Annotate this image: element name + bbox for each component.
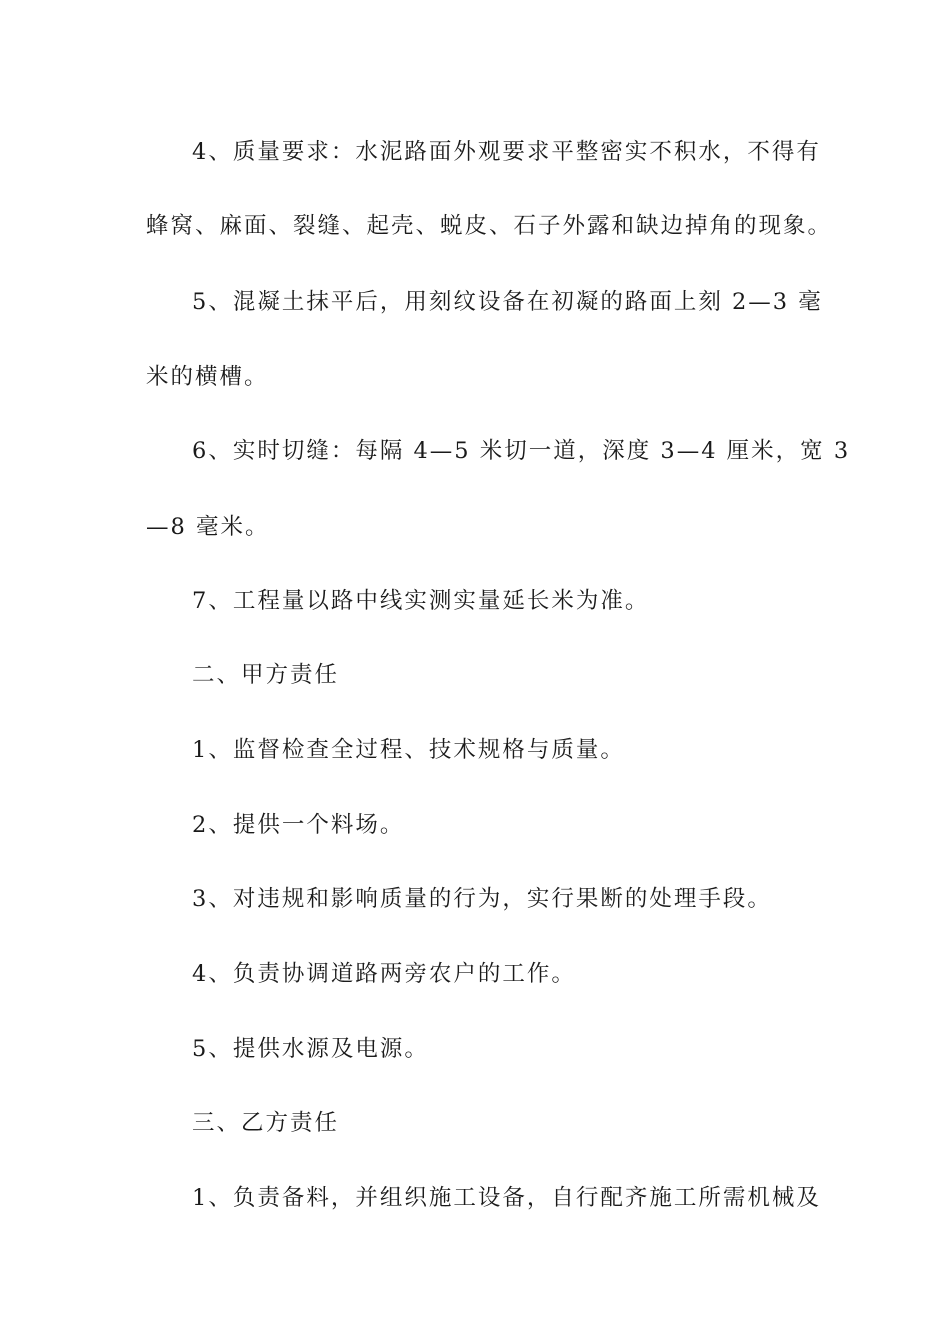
paragraph-line-quality-2: 蜂窝、麻面、裂缝、起壳、蜕皮、石子外露和缺边掉角的现象。 [146,213,833,239]
paragraph-line-cut-2: —8 毫米。 [146,514,270,540]
paragraph-line-cut-1: 6、实时切缝：每隔 4—5 米切一道，深度 3—4 厘米，宽 3 [192,438,851,464]
list-item-party-a-3: 3、对违规和影响质量的行为，实行果断的处理手段。 [192,886,772,912]
paragraph-line-quantity: 7、工程量以路中线实测实量延长米为准。 [192,588,650,614]
paragraph-line-groove-2: 米的横槽。 [146,364,269,390]
list-item-party-a-4: 4、负责协调道路两旁农户的工作。 [192,961,576,987]
list-item-party-b-1: 1、负责备料，并组织施工设备，自行配齐施工所需机械及 [192,1185,821,1211]
section-heading-party-b: 三、乙方责任 [192,1110,340,1136]
list-item-party-a-1: 1、监督检查全过程、技术规格与质量。 [192,737,625,763]
paragraph-line-quality-1: 4、质量要求：水泥路面外观要求平整密实不积水，不得有 [192,139,821,165]
list-item-party-a-2: 2、提供一个料场。 [192,812,405,838]
section-heading-party-a: 二、甲方责任 [192,662,340,688]
paragraph-line-groove-1: 5、混凝土抹平后，用刻纹设备在初凝的路面上刻 2—3 毫 [192,289,823,315]
list-item-party-a-5: 5、提供水源及电源。 [192,1036,429,1062]
